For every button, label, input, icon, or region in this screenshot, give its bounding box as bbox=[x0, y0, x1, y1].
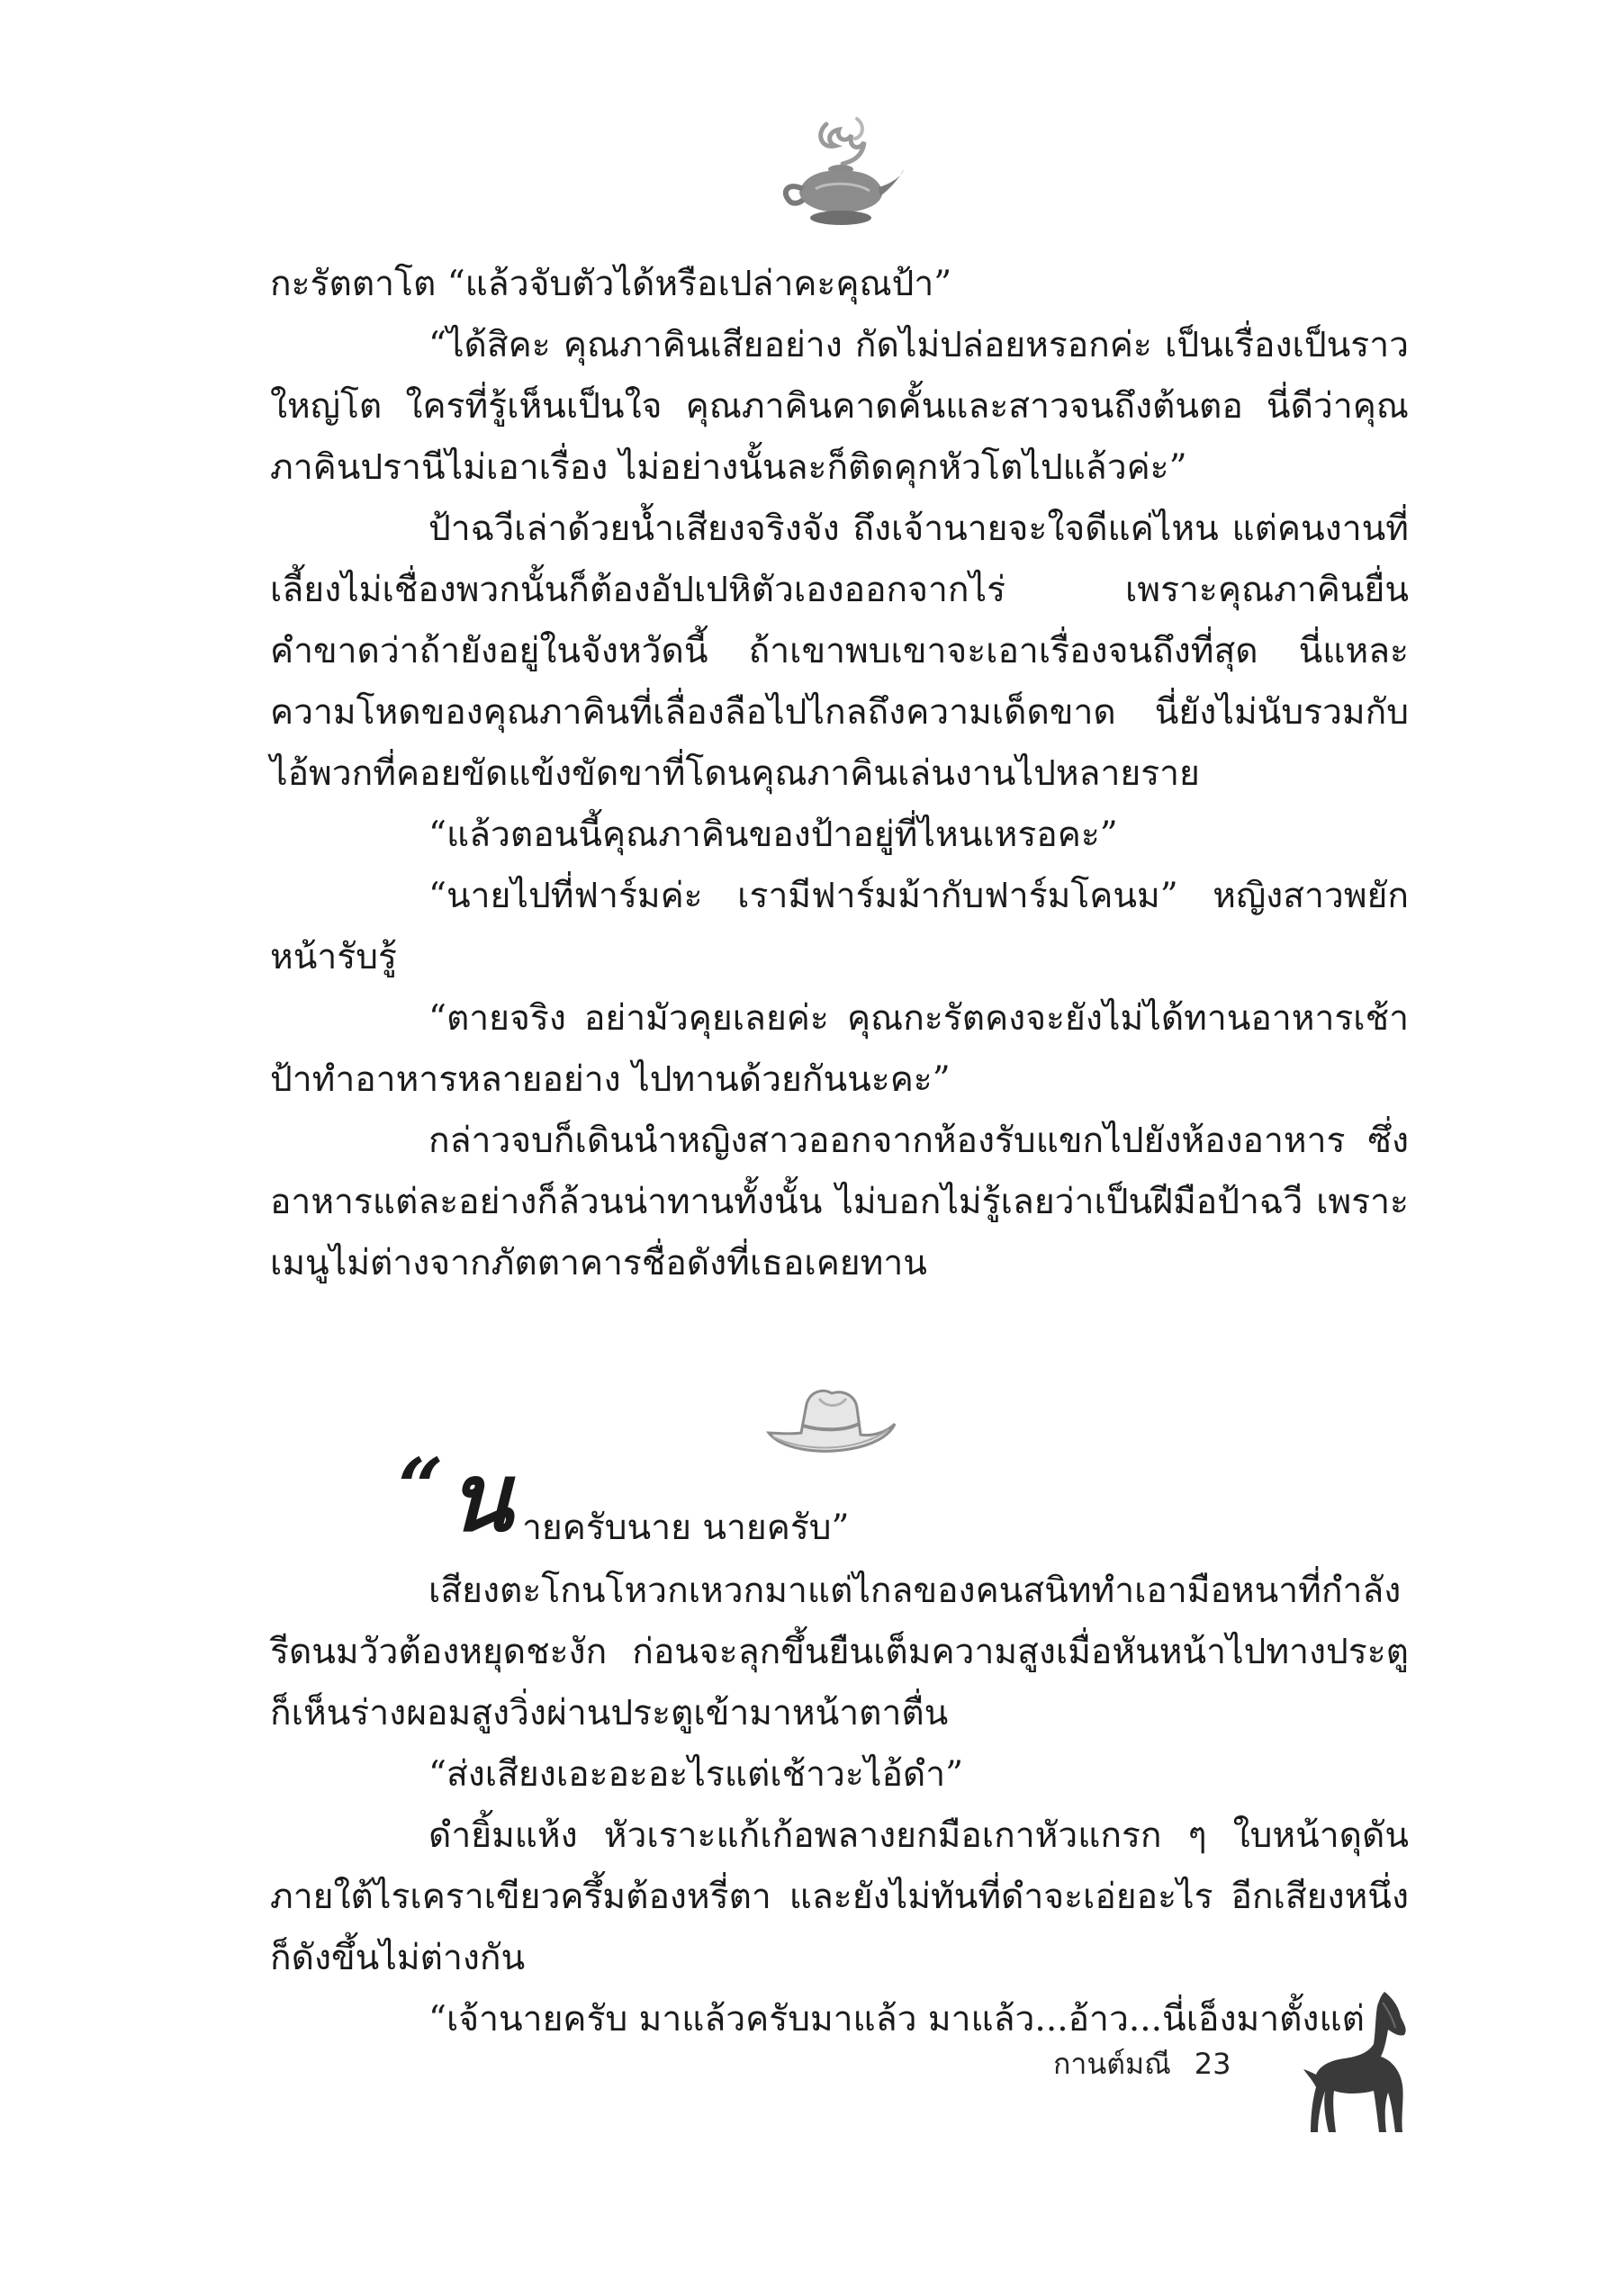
horse-icon bbox=[1298, 1985, 1424, 2138]
author-name: กานต์มณี bbox=[1053, 2047, 1171, 2081]
paragraph: ดำยิ้มแห้ง หัวเราะแก้เก้อพลางยกมือเกาหัวแกรก ๆ ใบหน้าดุดันภายใต้ไรเคราเขียวครึ้มต้องหรี่ตา และยังไม่ทันที่ดำจะเอ่ยอะไร อีกเสียงหนึ่งก็ดังขึ้นไม่ต่างกัน bbox=[270, 1815, 1409, 1978]
paragraph: ป้าฉวีเล่าด้วยน้ำเสียงจริงจัง ถึงเจ้านายจะใจดีแค่ไหน แต่คนงานที่เลี้ยงไม่เชื่องพวกนั้นก็ต้องอัปเปหิตัวเองออกจากไร่ เพราะคุณภาคินยื่นคำขาดว่าถ้ายังอยู่ในจังหวัดนี้ ถ้าเขาพบเขาจะเอาเรื่องจนถึงที่สุด นี่แหละความโหดของคุณภาคินที่เลื่องลือไปไกลถึงความเด็ดขาด นี่ยังไม่นับรวมกับไอ้พวกที่คอยขัดแข้งขัดขาที่โดนคุณภาคินเล่นงานไปหลายราย bbox=[270, 509, 1409, 794]
paragraph: กะรัตตาโต “แล้วจับตัวได้หรือเปล่าคะคุณป้า” bbox=[270, 264, 952, 304]
section-a bbox=[270, 254, 1409, 1294]
paragraph: เสียงตะโกนโหวกเหวกมาแต่ไกลของคนสนิททำเอามือหนาที่กำลังรีดนมวัวต้องหยุดชะงัก ก่อนจะลุกขึ้นยืนเต็มความสูงเมื่อหันหน้าไปทางประตูก็เห็นร่างผอมสูงวิ่งผ่านประตูเข้ามาหน้าตาตื่น bbox=[270, 1571, 1409, 1733]
drop-cap: น bbox=[448, 1442, 513, 1553]
paragraph: “แล้วตอนนี้คุณภาคินของป้าอยู่ที่ไหนเหรอคะ” bbox=[428, 815, 1118, 855]
paragraph: “ได้สิคะ คุณภาคินเสียอย่าง กัดไม่ปล่อยหรอกค่ะ เป็นเรื่องเป็นราวใหญ่โต ใครที่รู้เห็นเป็นใจ คุณภาคินคาดคั้นและสาวจนถึงต้นตอ นี่ดีว่าคุณภาคินปรานีไม่เอาเรื่อง ไม่อย่างนั้นละก็ติดคุกหัวโตไปแล้วค่ะ” bbox=[270, 325, 1409, 488]
drop-quote-mark: “ bbox=[398, 1440, 444, 1534]
paragraph: “ตายจริง อย่ามัวคุยเลยค่ะ คุณกะรัตคงจะยังไม่ได้ทานอาหารเช้า ป้าทำอาหารหลายอย่าง ไปทานด้วยกันนะคะ” bbox=[270, 998, 1409, 1100]
paragraph: “ส่งเสียงเอะอะอะไรแต่เช้าวะไอ้ดำ” bbox=[428, 1754, 964, 1795]
cowboy-hat-icon bbox=[763, 1377, 898, 1467]
paragraph: “เจ้านายครับ มาแล้วครับมาแล้ว มาแล้ว...อ้าว...นี่เอ็งมาตั้งแต่ bbox=[428, 1999, 1365, 2039]
paragraph: กล่าวจบก็เดินนำหญิงสาวออกจากห้องรับแขกไปยังห้องอาหาร ซึ่งอาหารแต่ละอย่างก็ล้วนน่าทานทั้งนั้น ไม่บอกไม่รู้เลยว่าเป็นฝีมือป้าฉวี เพราะเมนูไม่ต่างจากภัตตาคารชื่อดังที่เธอเคยทาน bbox=[270, 1121, 1409, 1283]
section-b bbox=[270, 1440, 1409, 2050]
genie-lamp-icon bbox=[772, 106, 907, 232]
opening-text: ายครับนาย นายครับ” bbox=[522, 1508, 850, 1548]
page-number: 23 bbox=[1194, 2047, 1231, 2081]
scene-opening-line bbox=[270, 1440, 1409, 1561]
page-footer bbox=[1053, 2041, 1231, 2087]
paragraph: “นายไปที่ฟาร์มค่ะ เรามีฟาร์มม้ากับฟาร์มโคนม” หญิงสาวพยักหน้ารับรู้ bbox=[270, 876, 1409, 977]
